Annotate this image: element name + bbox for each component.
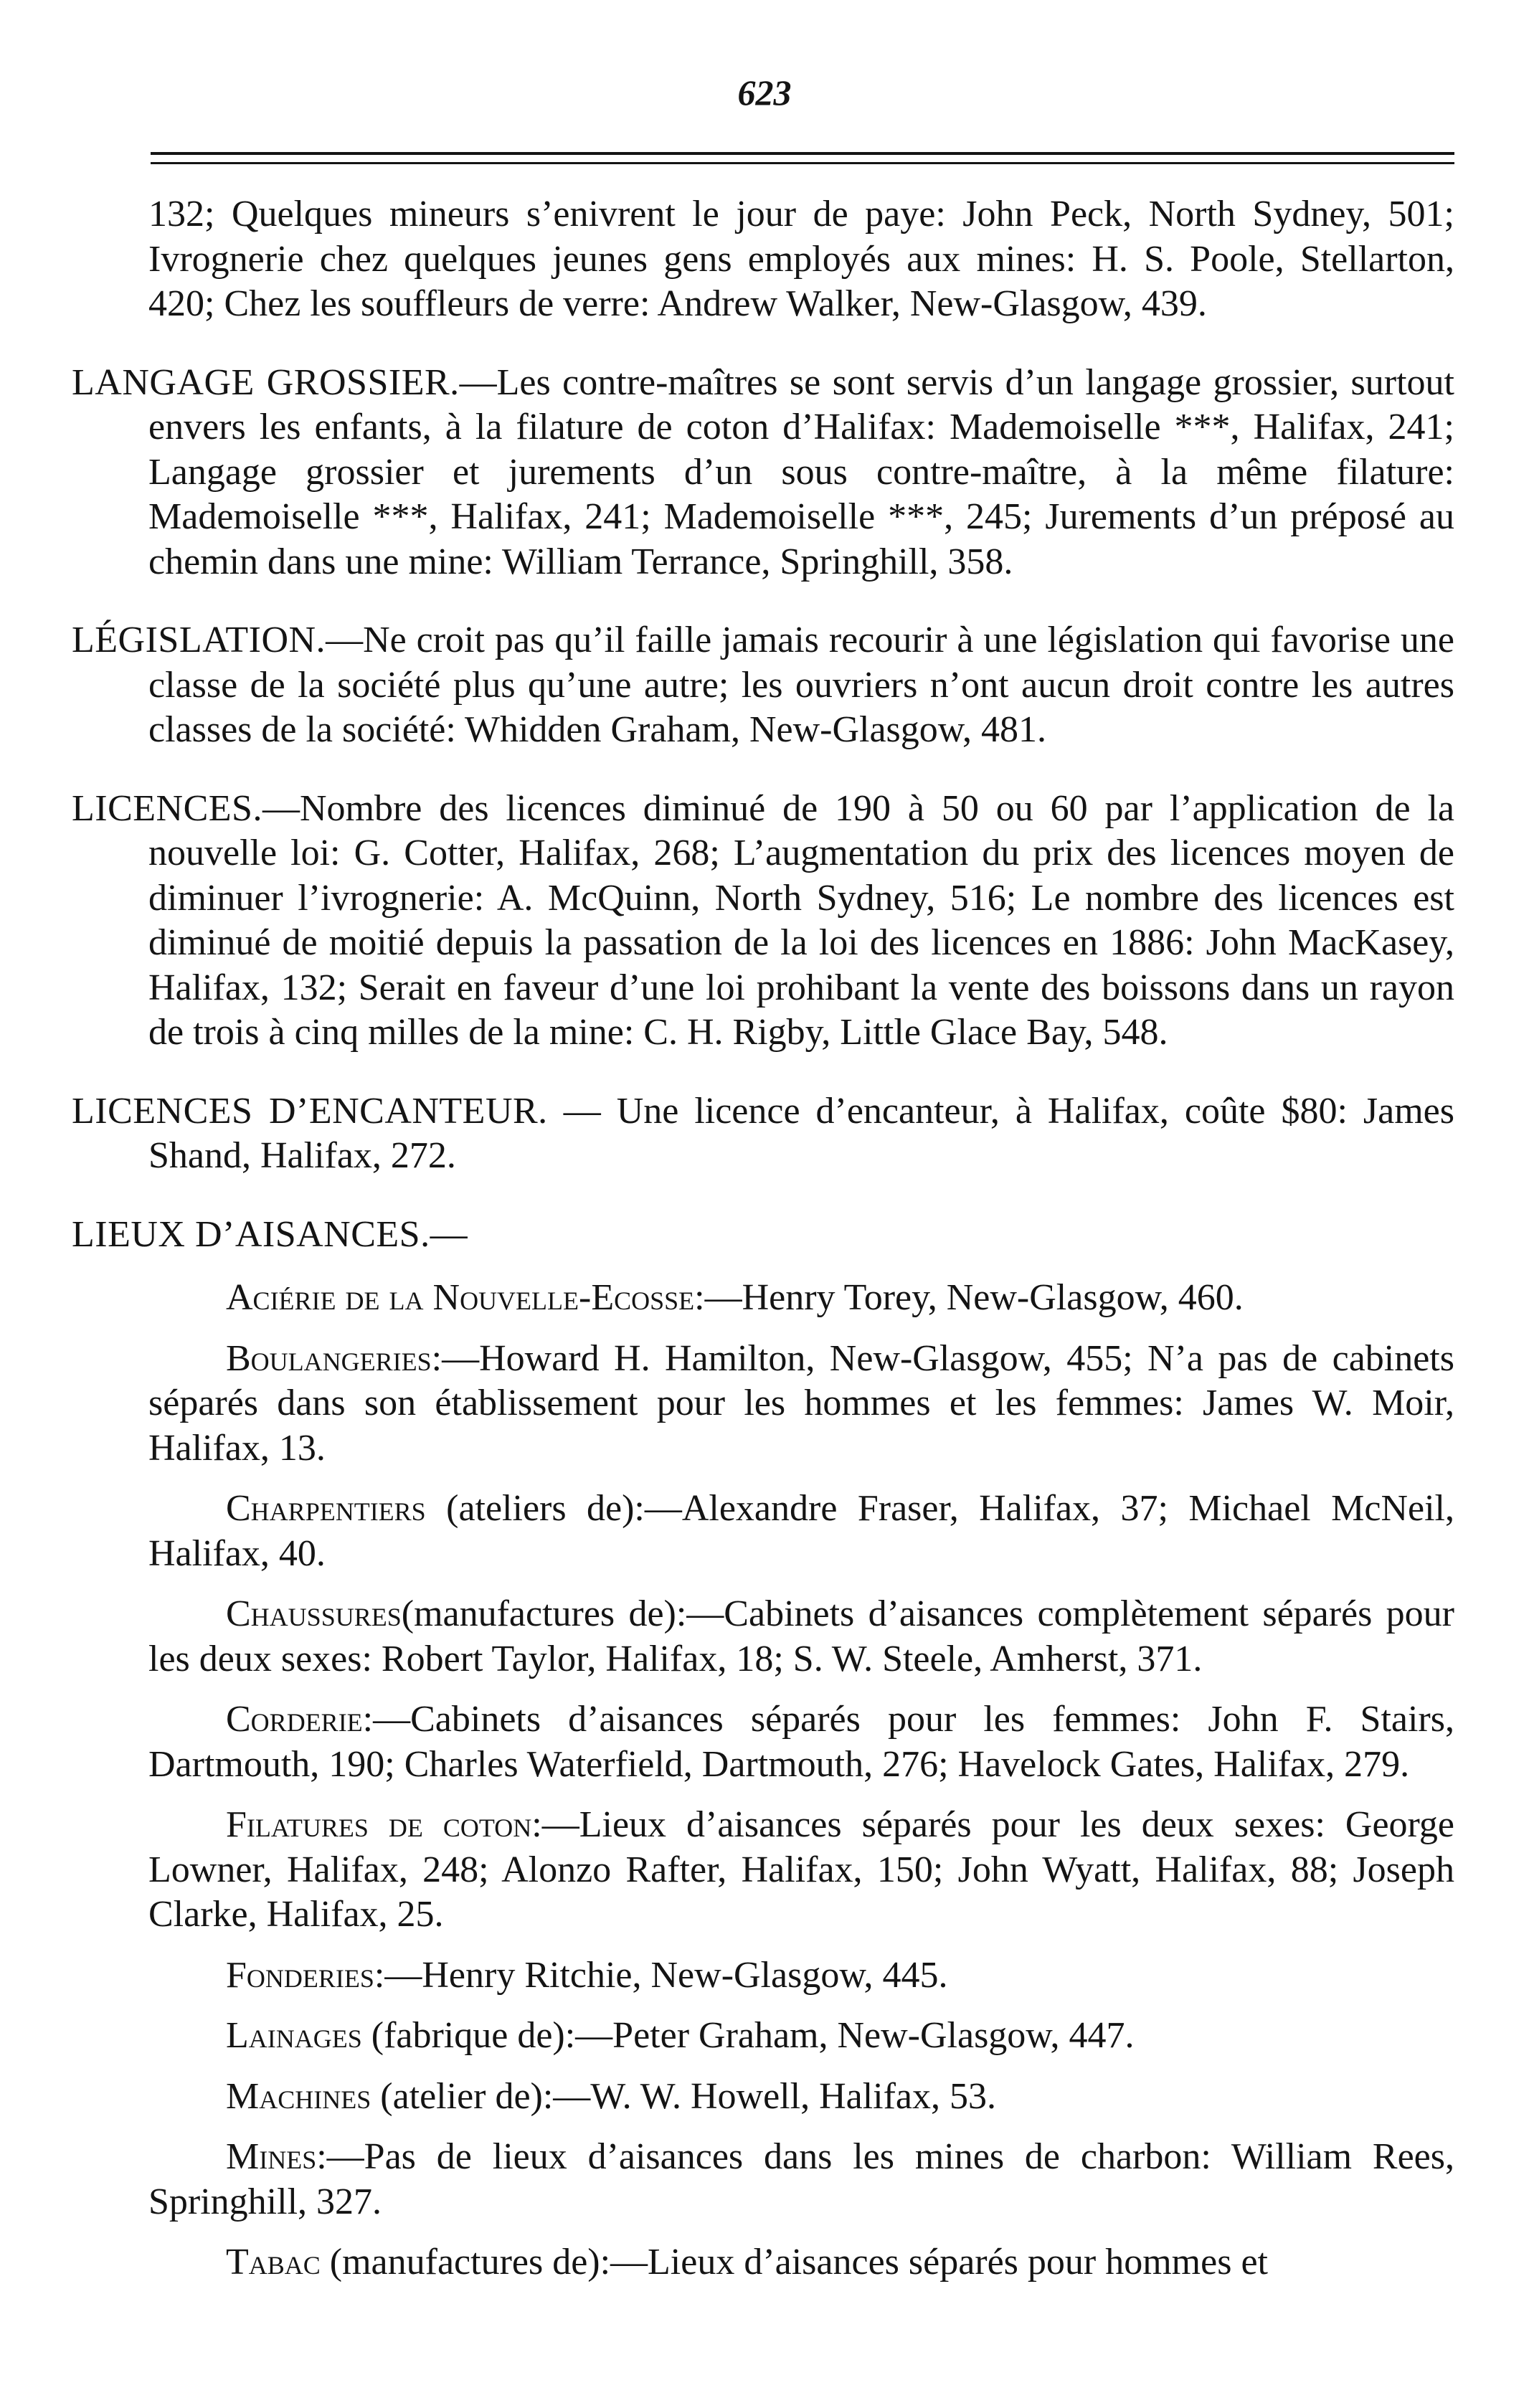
sub-entry-text: (ateliers de):—Alexandre Fraser, Halifax, 37; Michael McNeil, Halifax, 40. [148, 1488, 1454, 1574]
sub-entry-label: Boulangeries [226, 1337, 432, 1379]
sub-entry-label: Aciérie de la Nouvelle-Ecosse [226, 1277, 695, 1318]
sub-entry-text: :—Cabinets d’aisances séparés pour les femmes: John F. Stairs, Dartmouth, 190; Charles Waterfield, Dartmouth, 276; Havelock Gates, Halifax, 279. [148, 1699, 1454, 1785]
sub-entry-label: Lainages [226, 2015, 362, 2056]
sub-entry-label: Charpentiers [226, 1488, 426, 1529]
entry-legislation [72, 618, 1454, 753]
sub-entry-text: (fabrique de):—Peter Graham, New-Glasgow, 447. [361, 2015, 1135, 2056]
entry-text: —Nombre des licences diminué de 190 à 50 ou 60 par l’application de la nouvelle loi: G. Cotter, Halifax, 268; L’augmentation du prix des licences moyen de diminuer l’ivrognerie: A. McQuinn, North Sydney, 516; Le nombre des licences est diminué de moitié depuis la passation de la loi des licences en 1886: John MacKasey, Halifax, 132; Serait en faveur d’une loi prohibant la vente des boissons dans un rayon de trois à cinq milles de la mine: C. H. Rigby, Little Glace Bay, 548. [148, 787, 1454, 1053]
sub-entry-text: (atelier de):—W. W. Howell, Halifax, 53. [371, 2075, 996, 2117]
sub-entry-text: (manufactures de):—Cabinets d’aisances complètement séparés pour les deux sexes: Robert Taylor, Halifax, 18; S. W. Steele, Amherst, 371. [148, 1593, 1454, 1679]
header-rule-bottom [151, 162, 1454, 164]
sub-entry-charpentiers [72, 1487, 1454, 1576]
sub-entry-text: :—Lieux d’aisances séparés pour les deux sexes: George Lowner, Halifax, 248; Alonzo Rafter, Halifax, 150; John Wyatt, Halifax, 88; Joseph Clarke, Halifax, 25. [148, 1804, 1454, 1935]
header-rule-top [151, 152, 1454, 155]
page-number: 623 [737, 72, 792, 113]
sub-entry-machines [72, 2075, 1454, 2120]
sub-entry-mines [72, 2135, 1454, 2224]
sub-entry-label: Filatures de coton [226, 1804, 532, 1845]
entry-text: —Ne croit pas qu’il faille jamais recourir à une législation qui favorise une classe de la société plus qu’une autre; les ouvriers n’ont aucun droit contre les autres classes de la société: Whidden Graham, New-Glasgow, 481. [148, 620, 1454, 750]
sub-entry-label: Machines [226, 2075, 371, 2117]
sub-entry-text: :—Henry Ritchie, New-Glasgow, 445. [374, 1954, 948, 1996]
sub-entry-text: :—Pas de lieux d’aisances dans les mines de charbon: William Rees, Springhill, 327. [148, 2136, 1454, 2222]
entry-heading: LÉGISLATION. [72, 620, 326, 660]
sub-entry-chaussures [72, 1592, 1454, 1682]
entry-heading: LICENCES. [72, 787, 262, 829]
entry-lieux-aisances [72, 1213, 1454, 1258]
sub-entry-label: Fonderies [226, 1954, 374, 1996]
sub-entry-boulangeries [72, 1337, 1454, 1471]
sub-entry-text: (manufactures de):—Lieux d’aisances séparés pour hommes et [320, 2242, 1268, 2283]
index-content [72, 192, 1454, 2301]
sub-entry-filatures [72, 1803, 1454, 1938]
sub-entry-fonderies [72, 1953, 1454, 1999]
sub-entry-acierie [72, 1276, 1454, 1321]
entry-heading: LIEUX D’AISANCES.— [72, 1213, 468, 1255]
entry-text: — Une licence d’encanteur, à Halifax, coûte $80: James Shand, Halifax, 272. [148, 1090, 1454, 1176]
sub-entry-text: :—Howard H. Hamilton, New-Glasgow, 455; N’a pas de cabinets séparés dans son établissement pour les hommes et les femmes: James W. Moir, Halifax, 13. [148, 1337, 1454, 1469]
entry-heading: LANGAGE GROSSIER. [72, 361, 460, 403]
sub-entry-tabac [72, 2240, 1454, 2285]
continued-entry [72, 192, 1454, 327]
sub-entry-label: Corderie [226, 1699, 363, 1740]
sub-entry-text: :—Henry Torey, New-Glasgow, 460. [694, 1277, 1244, 1318]
entry-langage-grossier [72, 361, 1454, 585]
entry-heading: LICENCES D’ENCANTEUR. [72, 1090, 548, 1132]
entry-licences [72, 787, 1454, 1056]
sub-entry-lainages [72, 2014, 1454, 2059]
sub-entry-label: Tabac [226, 2242, 321, 2283]
entry-text: —Les contre-maîtres se sont servis d’un langage grossier, surtout envers les enfants, à la filature de coton d’Halifax: Mademoiselle ***, Halifax, 241; Langage grossier et jurements d’un sous contre-maître, à la même filature: Mademoiselle ***, Halifax, 241; Mademoiselle ***, 245; Jurements d’un préposé au chemin dans une mine: William Terrance, Springhill, 358. [148, 361, 1454, 582]
sub-entry-label: Mines [226, 2136, 317, 2177]
sub-entry-corderie [72, 1697, 1454, 1787]
entry-text: 132; Quelques mineurs s’enivrent le jour de paye: John Peck, North Sydney, 501; Ivrognerie chez quelques jeunes gens employés aux mines: H. S. Poole, Stellarton, 420; Chez les souffleurs de verre: Andrew Walker, New-Glasgow, 439. [148, 194, 1454, 324]
entry-licences-encanteur [72, 1089, 1454, 1179]
sub-entry-label: Chaussures [226, 1593, 402, 1634]
